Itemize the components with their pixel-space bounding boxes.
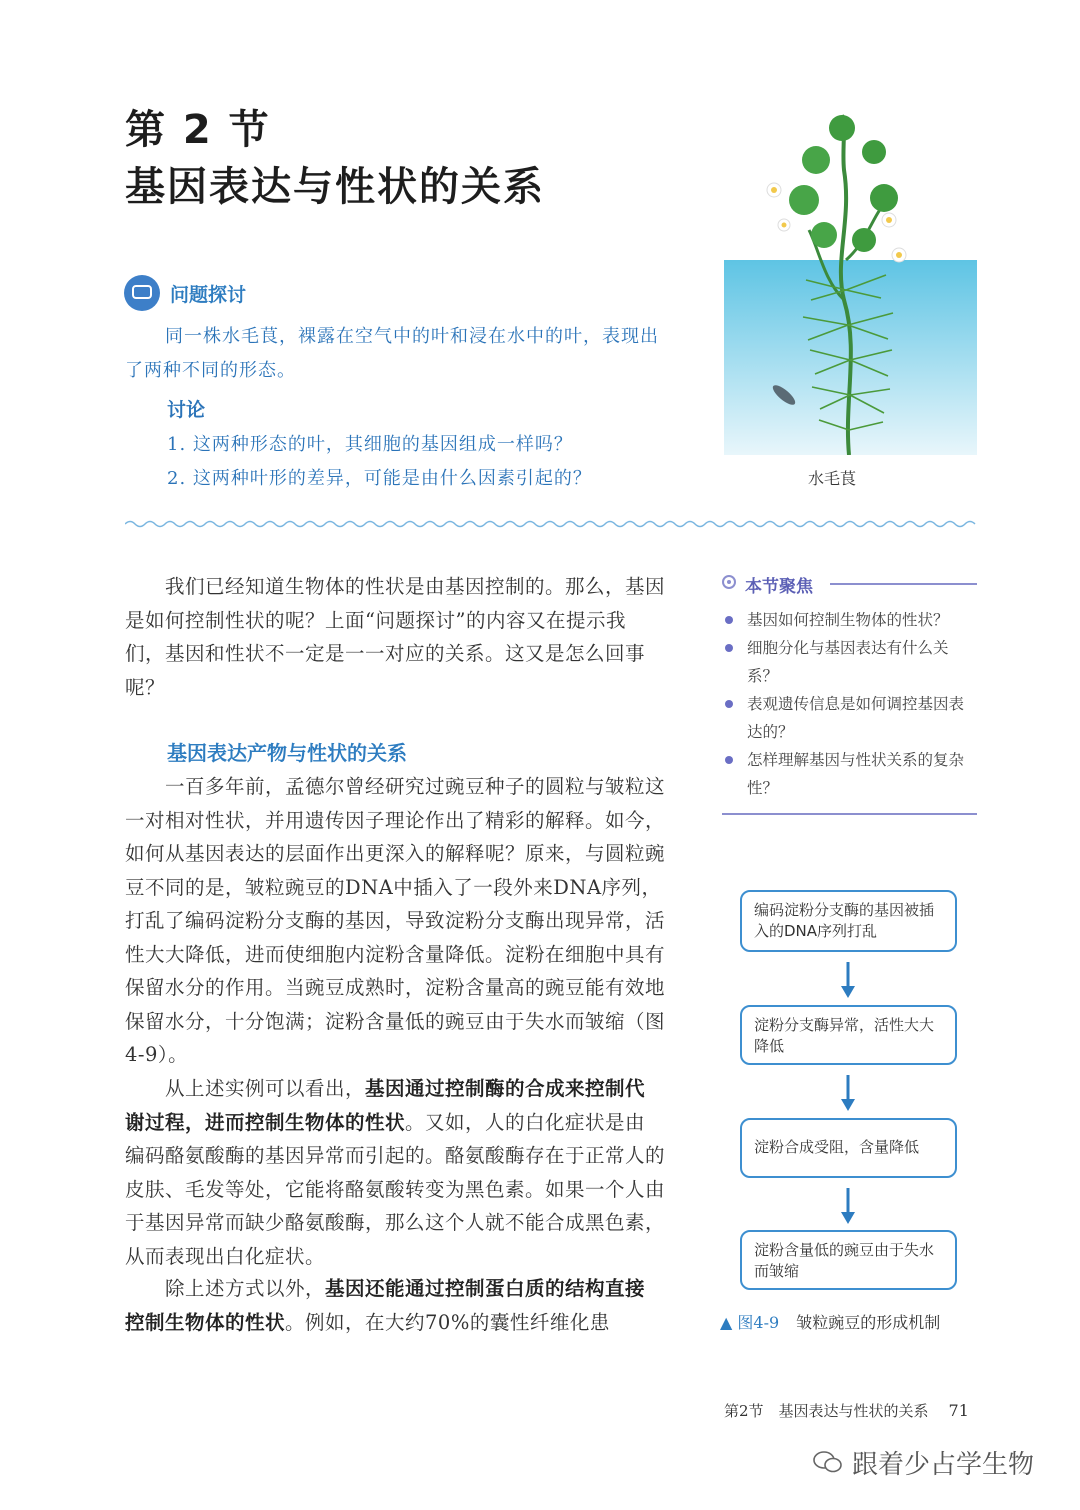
para3-key-point: 基因通过控制酶的合成来控制代谢过程，进而控制生物体的性状 [125, 1077, 646, 1134]
chat-bubble-icon [124, 275, 160, 311]
bullet-icon [725, 700, 733, 708]
focus-item: 表观遗传信息是如何调控基因表达的？ [722, 690, 977, 746]
flow-step-3: 淀粉合成受阻，含量降低 [740, 1118, 957, 1178]
focus-item: 细胞分化与基因表达有什么关系？ [722, 634, 977, 690]
body-paragraph-2: 一百多年前，孟德尔曾经研究过豌豆种子的圆粒与皱粒这一对相对性状，并用遗传因子理论作出了精彩的解释。如今，如何从基因表达的层面作出更深入的解释呢？原来，与圆粒豌豆不同的是，皱粒豌豆的DNA中插入了一段外来DNA序列，打乱了编码淀粉分支酶的基因，导致淀粉分支酶出现异常，活性大大降低，进而使细胞内淀粉含量降低。淀粉在细胞中具有保留水分的作用。当豌豆成熟时，淀粉含量高的豌豆能有效地保留水分，十分饱满；淀粉含量低的豌豆由于失水而皱缩（图4-9）。 [125, 775, 666, 1066]
figure-caption-text: 皱粒豌豆的形成机制 [796, 1313, 941, 1332]
down-arrow-icon [838, 1075, 858, 1113]
figure-number: 图4-9 [737, 1313, 780, 1332]
footer-section: 第2节 基因表达与性状的关系 [724, 1402, 929, 1420]
discussion-heading: 讨论 [167, 399, 206, 421]
bullet-icon [725, 644, 733, 652]
focus-rule [830, 583, 977, 585]
section-subheading: 基因表达产物与性状的关系 [167, 741, 407, 765]
focus-list [722, 606, 977, 802]
target-icon [722, 575, 736, 589]
plant-caption: 水毛茛 [808, 469, 857, 488]
figure-caption [720, 1310, 940, 1333]
flow-step-1: 编码淀粉分支酶的基因被插入的DNA序列打乱 [740, 890, 957, 952]
page-footer [724, 1400, 969, 1421]
focus-bottom-rule [722, 813, 977, 815]
para4-text-a: 除上述方式以外， [165, 1277, 326, 1300]
body-paragraph-4 [125, 1272, 665, 1339]
problem-text: 同一株水毛茛，裸露在空气中的叶和浸在水中的叶，表现出了两种不同的形态。 [125, 326, 659, 381]
para4-key-point: 基因还能通过控制蛋白质的结构直接控制生物体的性状 [125, 1277, 646, 1334]
discussion-question-2: 2. 这两种叶形的差异，可能是由什么因素引起的？ [167, 468, 592, 489]
bullet-icon [725, 616, 733, 624]
body-paragraph-3 [125, 1072, 665, 1273]
watermark-text: 跟着少占学生物 [852, 1450, 1035, 1480]
para3-text-b: 。又如，人的白化症状是由编码酪氨酸酶的基因异常而引起的。酪氨酸酶存在于正常人的皮肤、毛发等处，它能将酪氨酸转变为黑色素。如果一个人由于基因异常而缺少酪氨酸酶，那么这个人就不能合成黑色素，从而表现出白化症状。 [125, 1110, 666, 1268]
focus-item: 怎样理解基因与性状关系的复杂性？ [722, 746, 977, 802]
focus-item: 基因如何控制生物体的性状？ [722, 606, 977, 634]
wavy-divider [125, 517, 978, 531]
down-arrow-icon [838, 962, 858, 1000]
intro-paragraph: 我们已经知道生物体的性状是由基因控制的。那么，基因是如何控制性状的呢？上面“问题探讨”的内容又在提示我们，基因和性状不一定是一一对应的关系。这又是怎么回事呢？ [125, 575, 666, 699]
page-number: 71 [948, 1401, 969, 1420]
flow-step-2: 淀粉分支酶异常，活性大大降低 [740, 1005, 957, 1065]
discussion-question-1: 1. 这两种形态的叶，其细胞的基因组成一样吗？ [167, 434, 573, 455]
para4-text-b: 。例如，在大约70%的囊性纤维化患 [285, 1310, 610, 1334]
page-title: 基因表达与性状的关系 [125, 164, 545, 210]
triangle-icon: ▲ [720, 1313, 733, 1332]
flow-step-4: 淀粉含量低的豌豆由于失水而皱缩 [740, 1230, 957, 1290]
focus-heading: 本节聚焦 [745, 577, 813, 597]
section-label: 第 2 节 [125, 107, 271, 153]
down-arrow-icon [838, 1188, 858, 1226]
problem-heading: 问题探讨 [170, 284, 247, 306]
wechat-icon [812, 1450, 844, 1474]
water-buttercup-illustration [724, 110, 977, 455]
para3-text-a: 从上述实例可以看出， [165, 1077, 366, 1100]
bullet-icon [725, 756, 733, 764]
